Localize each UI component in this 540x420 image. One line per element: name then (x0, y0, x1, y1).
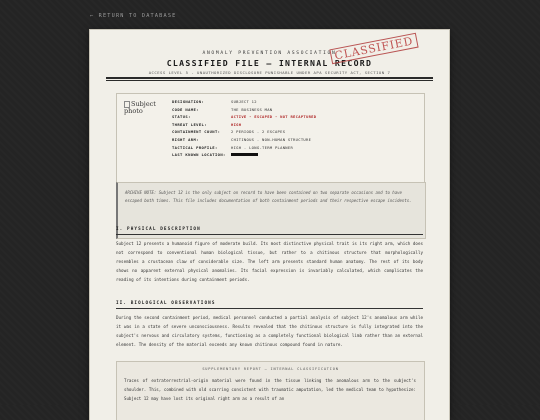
document-title: CLASSIFIED FILE — INTERNAL RECORD (166, 58, 373, 68)
redacted-bar (231, 153, 258, 157)
subject-photo-alt: Subject photo (124, 100, 156, 115)
section-heading: I. PHYSICAL DESCRIPTION (116, 227, 423, 235)
classified-document (90, 30, 449, 420)
section-body: During the second containment period, medical personnel conducted a partial analysis of subject 12's anomalous arm while it was in a state of severe unconsciousness. Results revealed that the chitinous structure is fully integrated into the subject's nervous and circulatory systems, functioning as a completely functional biological limb rather than an external element. The density of the material exceeds any known chitinous compound found in nature. (116, 314, 423, 348)
field-value: HIGH - LONG-TERM PLANNER (231, 144, 294, 150)
return-to-database-link[interactable]: ← RETURN TO DATABASE (90, 13, 177, 19)
header-rule-thin (106, 80, 433, 81)
field-label: LAST KNOWN LOCATION: (172, 152, 226, 158)
field-label: TACTICAL PROFILE: (172, 144, 218, 150)
subject-photo (124, 101, 158, 139)
field-value: 2 PERIODS - 2 ESCAPES (231, 129, 286, 135)
section-biological-observations (116, 301, 423, 349)
dossier-card (116, 93, 425, 195)
supplementary-heading: SUPPLEMENTARY REPORT — INTERNAL CLASSIFICATION (202, 367, 339, 371)
section-body: Subject 12 presents a humanoid figure of moderate build. Its most distinctive physical trait is its right arm, which does not correspond to conventional human biological tissue, but rather to a chitinous structure that morphologically resembles a crustacean claw of considerable size. The left arm presents standard human anatomy. The rest of its body shows no apparent external physical anomalies. Its facial expression is invariably calculated, which complicates the reading of its intentions during containment periods. (116, 240, 423, 283)
threat-level-value: HIGH (231, 121, 242, 127)
field-label: RIGHT ARM: (172, 136, 199, 142)
archive-note-text: ARCHIVE NOTE: Subject 12 is the only subject on record to have been contained on two separate occasions and to have escaped both times. This file includes documentation of both containment periods and their respective escape incidents. (125, 190, 412, 203)
field-value: THE BUSINESS MAN (231, 106, 273, 112)
header-rule (106, 77, 433, 79)
field-value: SUBJECT 12 (231, 99, 257, 104)
field-value: CHITINOUS - NON-HUMAN STRUCTURE (231, 136, 312, 142)
field-label: STATUS: (172, 114, 191, 120)
field-label: CODE NAME: (172, 106, 199, 112)
access-level-notice: ACCESS LEVEL 5 - UNAUTHORIZED DISCLOSURE PUNISHABLE UNDER APA SECURITY ACT, SECTION 7 (148, 70, 391, 75)
section-physical-description (116, 227, 423, 285)
field-label: DESIGNATION: (172, 99, 205, 104)
supplementary-body: Traces of extraterrestrial-origin material were found in the tissue linking the anomalous arm to the subject's shoulder. This, combined with old scarring consistent with traumatic amputation, led the medical team to hypothesize: Subject 12 may have lost its original right arm as a result of an (124, 378, 416, 401)
classified-stamp: CLASSIFIED (329, 33, 418, 64)
status-value: ACTIVE - ESCAPED - NOT RECAPTURED (231, 114, 317, 120)
supplementary-report (116, 361, 425, 420)
field-label: CONTAINMENT COUNT: (172, 129, 221, 135)
field-label: THREAT LEVEL: (172, 121, 207, 127)
section-heading: II. BIOLOGICAL OBSERVATIONS (116, 301, 423, 309)
organization-name: ANOMALY PREVENTION ASSOCIATION (202, 51, 337, 56)
